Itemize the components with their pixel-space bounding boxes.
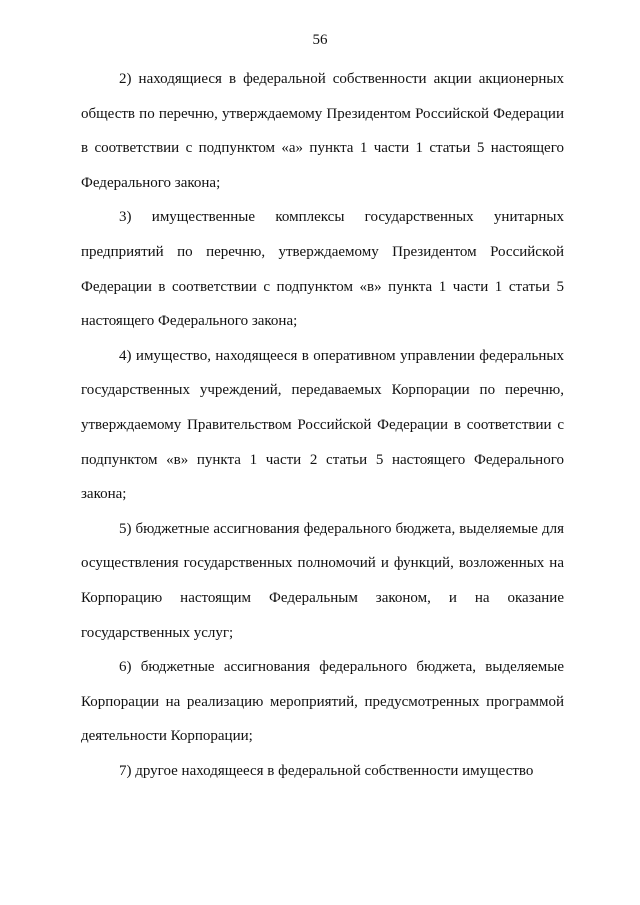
list-item-4: 4) имущество, находящееся в оперативном управлении федеральных государственных учреждений, передаваемых Корпорации по перечню, утверждаемому Правительством Российской Федерации в соответствии с подпунктом «в» пункта 1 части 2 статьи 5 настоящего Федерального закона; — [81, 347, 564, 503]
list-item-5: 5) бюджетные ассигнования федерального бюджета, выделяемые для осуществления государственных полномочий и функций, возложенных на Корпорацию настоящим Федеральным законом, и на оказание государственных услуг; — [81, 520, 564, 641]
list-item-6: 6) бюджетные ассигнования федерального бюджета, выделяемые Корпорации на реализацию мероприятий, предусмотренных программой деятельности Корпорации; — [81, 659, 564, 745]
list-item-2: 2) находящиеся в федеральной собственности акции акционерных обществ по перечню, утверждаемому Президентом Российской Федерации в соответствии с подпунктом «а» пункта 1 части 1 статьи 5 настоящего Федерального закона; — [81, 71, 564, 191]
list-item-3: 3) имущественные комплексы государственных унитарных предприятий по перечню, утверждаемому Президентом Российской Федерации в соответствии с подпунктом «в» пункта 1 части 1 статьи 5 настоящего Федерального закона; — [81, 209, 564, 330]
document-body — [81, 62, 564, 788]
list-item-7: 7) другое находящееся в федеральной собственности имущество — [119, 762, 534, 779]
page-number: 56 — [312, 32, 328, 48]
